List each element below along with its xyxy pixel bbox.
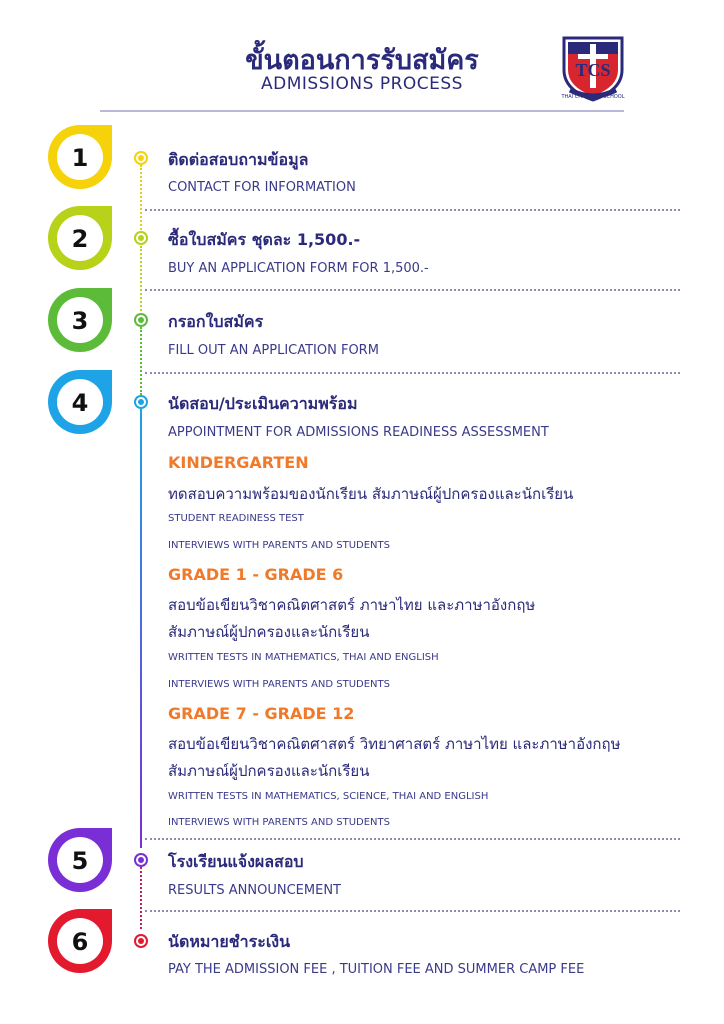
kindergarten-interviews: INTERVIEWS WITH PARENTS AND STUDENTS [168,540,390,551]
step-separator [145,910,680,912]
step-2-title-thai: ซื้อใบสมัคร ชุดละ 1,500.- [168,230,361,249]
kindergarten-readiness-test: STUDENT READINESS TEST [168,513,304,524]
step-5-title-thai: โรงเรียนแจ้งผลสอบ [168,852,304,871]
svg-text:6: 6 [71,928,89,956]
step-6-timeline-dot [134,934,148,948]
step-2-timeline-dot [134,231,148,245]
svg-text:2: 2 [71,225,89,253]
timeline-segment-4 [140,408,142,848]
school-crest-logo [560,32,626,102]
logo-caption: THAI CHRISTIAN SCHOOL [561,94,625,100]
timeline-segment-1 [140,165,142,230]
svg-text:4: 4 [71,389,89,417]
header-divider [100,110,624,112]
svg-text:1: 1 [71,144,89,172]
page-title-english: ADMISSIONS PROCESS [261,74,463,94]
step-separator [145,838,680,840]
kindergarten-description-thai: ทดสอบความพร้อมของนักเรียน สัมภาษณ์ผู้ปกครองและนักเรียน [168,485,574,503]
step-separator [145,289,680,291]
kindergarten-heading: KINDERGARTEN [168,453,309,472]
step-separator [145,372,680,374]
svg-text:3: 3 [71,307,89,335]
step-4-timeline-dot [134,395,148,409]
step-1-title-thai: ติดต่อสอบถามข้อมูล [168,150,309,169]
svg-text:5: 5 [71,847,89,875]
step-4-number-badge [44,366,116,438]
step-5-timeline-dot [134,853,148,867]
grade-7-12-tests-thai: สอบข้อเขียนวิชาคณิตศาสตร์ วิทยาศาสตร์ ภาษาไทย และภาษาอังกฤษ [168,735,621,753]
step-2-title-english: BUY AN APPLICATION FORM FOR 1,500.- [168,261,429,276]
timeline-segment-2 [140,246,142,311]
grade-1-6-written-tests: WRITTEN TESTS IN MATHEMATICS, THAI AND ENGLISH [168,652,439,663]
grade-7-12-written-tests: WRITTEN TESTS IN MATHEMATICS, SCIENCE, THAI AND ENGLISH [168,791,489,802]
timeline-segment-5 [140,867,142,929]
step-5-title-english: RESULTS ANNOUNCEMENT [168,883,341,898]
step-4-title-english: APPOINTMENT FOR ADMISSIONS READINESS ASSESSMENT [168,425,549,440]
step-2-number-badge [44,202,116,274]
step-6-title-english: PAY THE ADMISSION FEE , TUITION FEE AND SUMMER CAMP FEE [168,962,585,977]
step-1-title-english: CONTACT FOR INFORMATION [168,180,356,195]
step-3-timeline-dot [134,313,148,327]
grade-1-6-interview-thai: สัมภาษณ์ผู้ปกครองและนักเรียน [168,623,370,641]
grade-1-6-interviews: INTERVIEWS WITH PARENTS AND STUDENTS [168,679,390,690]
grade-1-6-tests-thai: สอบข้อเขียนวิชาคณิตศาสตร์ ภาษาไทย และภาษาอังกฤษ [168,596,536,614]
step-6-title-thai: นัดหมายชำระเงิน [168,932,291,951]
page-title-thai: ขั้นตอนการรับสมัคร [245,45,479,76]
grade-1-6-heading: GRADE 1 - GRADE 6 [168,565,344,584]
grade-7-12-heading: GRADE 7 - GRADE 12 [168,704,355,723]
step-5-number-badge [44,824,116,896]
step-1-timeline-dot [134,151,148,165]
grade-7-12-interview-thai: สัมภาษณ์ผู้ปกครองและนักเรียน [168,762,370,780]
step-4-title-thai: นัดสอบ/ประเมินความพร้อม [168,394,358,413]
step-6-number-badge [44,905,116,977]
step-1-number-badge [44,121,116,193]
step-3-number-badge [44,284,116,356]
step-3-title-thai: กรอกใบสมัคร [168,312,264,331]
grade-7-12-interviews: INTERVIEWS WITH PARENTS AND STUDENTS [168,817,390,828]
logo-text: TCS [575,60,611,80]
step-separator [145,209,680,211]
step-3-title-english: FILL OUT AN APPLICATION FORM [168,343,379,358]
timeline-segment-3 [140,327,142,395]
